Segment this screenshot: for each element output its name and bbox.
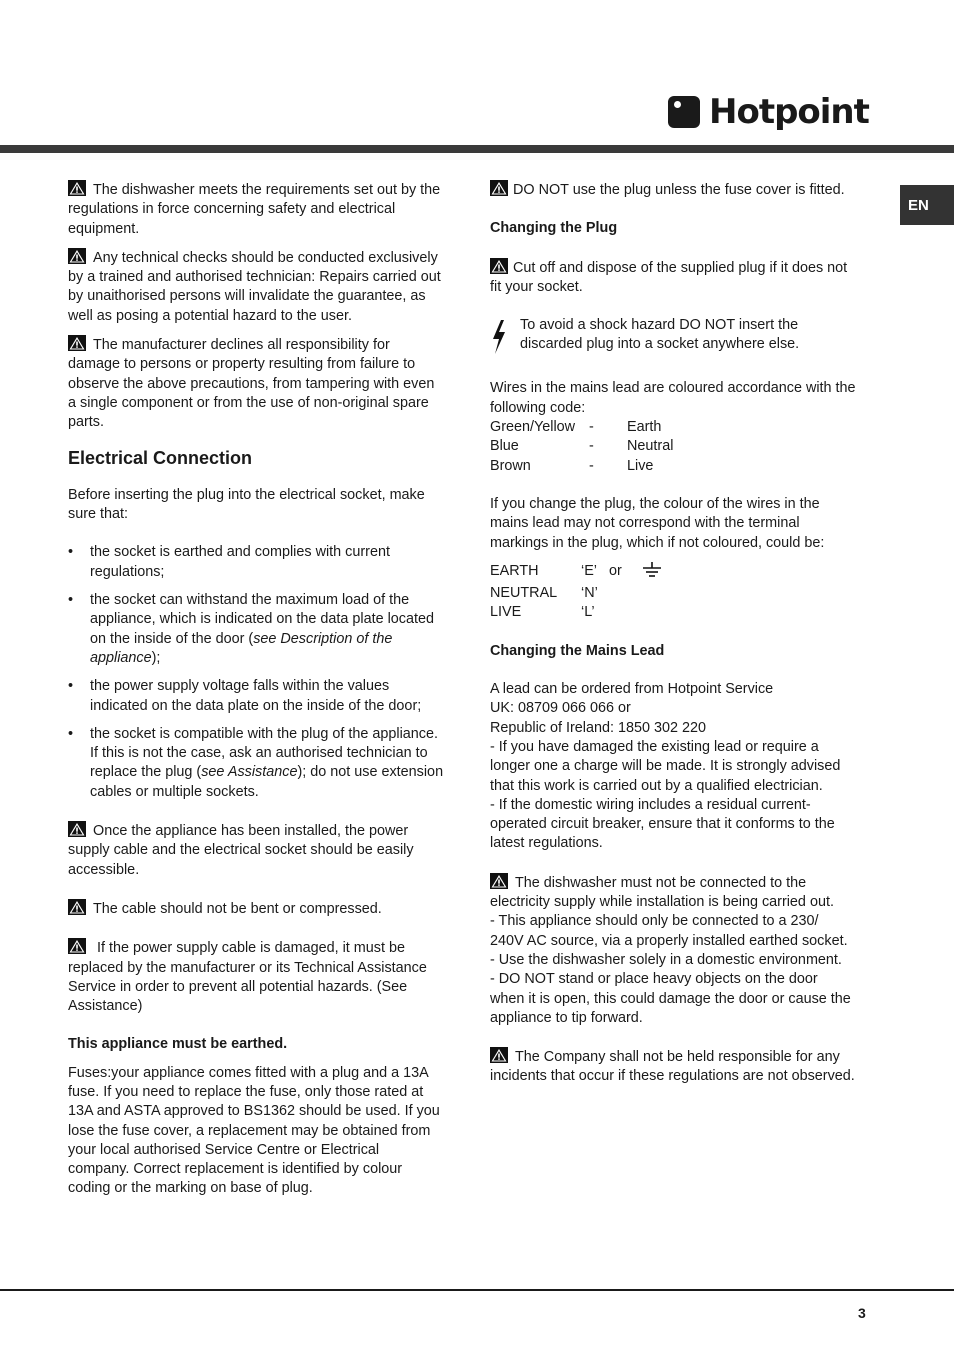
note-text: - This appliance should only be connected to a 230/ 240V AC source, via a properly installed earthed socket. <box>490 913 848 949</box>
warning-paragraph: The dishwasher must not be connected to the electricity supply while installation is being carried out. <box>490 874 834 911</box>
warning-icon <box>68 938 86 954</box>
warning-paragraph: Cut off and dispose of the supplied plug if it does not fit your socket. <box>490 259 848 295</box>
hotpoint-logo-mark <box>668 96 700 128</box>
wire-colour-table <box>490 418 856 476</box>
warning-paragraph: If the power supply cable is damaged, it must be replaced by the manufacturer or its Technical Assistance Service in order to prevent all potential hazards. (See Assistance) <box>68 940 427 1015</box>
changing-plug-heading: Changing the Plug <box>490 220 618 237</box>
warning-icon <box>490 873 508 889</box>
lightning-bolt-icon <box>490 316 520 360</box>
warning-icon <box>490 180 508 196</box>
warning-paragraph: The dishwasher meets the requirements set out by the regulations in force concerning safety and electrical equipment. <box>68 182 441 237</box>
list-item: • the socket is compatible with the plug of the appliance. If this is not the case, ask an authorised technician to replace the plug (see Assistance); do not use extension cables or multiple sockets. <box>68 725 444 802</box>
table-row: Brown - Live <box>490 457 654 474</box>
warning-icon <box>490 1047 508 1063</box>
warning-icon <box>68 180 86 196</box>
change-plug-paragraph: If you change the plug, the colour of the wires in the mains lead may not correspond with the terminal markings in the plug, which if not coloured, could be: <box>490 495 825 551</box>
footer-rule <box>0 1289 954 1291</box>
terminal-markings <box>490 562 856 623</box>
note-text: - DO NOT stand or place heavy objects on the door when it is open, this could damage the door or cause the appliance to tip forward. <box>490 971 851 1026</box>
earthed-heading: This appliance must be earthed. <box>68 1036 288 1053</box>
warning-icon <box>490 258 508 274</box>
changing-lead-heading: Changing the Mains Lead <box>490 642 665 659</box>
lead-text: - If you have damaged the existing lead or require a longer one a charge will be made. It is strongly advised that this work is carried out by a qualified electrician. <box>490 738 841 794</box>
left-column <box>68 180 444 1199</box>
warning-paragraph: The manufacturer declines all responsibility for damage to persons or property resulting from failure to observe the above precautions, from tampering with even a single component or from the use of non-original spare parts. <box>68 337 435 431</box>
lead-text: - If the domestic wiring includes a residual current-operated circuit breaker, ensure that it conforms to the latest regulations. <box>490 796 835 852</box>
note-text: - Use the dishwasher solely in a domestic environment. <box>490 951 842 968</box>
right-column <box>490 180 856 1087</box>
earth-symbol-icon <box>642 562 662 584</box>
section-heading: Electrical Connection <box>68 447 253 468</box>
brand-name: Hotpoint <box>709 92 869 132</box>
table-row: LIVE ‘L’ <box>490 604 595 621</box>
intro-paragraph: Before inserting the plug into the electrical socket, make sure that: <box>68 486 425 523</box>
warning-icon <box>68 899 86 915</box>
table-row: Green/Yellow - Earth <box>490 419 662 436</box>
lead-text: A lead can be ordered from Hotpoint Service <box>490 681 774 698</box>
warning-paragraph: Once the appliance has been installed, the power supply cable and the electrical socket should be easily accessible. <box>68 823 414 878</box>
wires-intro: Wires in the mains lead are coloured accordance with the following code: <box>490 380 856 416</box>
warning-icon <box>68 248 86 264</box>
language-tab: EN <box>900 185 954 225</box>
warning-icon <box>68 821 86 837</box>
warning-icon <box>68 335 86 351</box>
shock-warning: To avoid a shock hazard DO NOT insert the discarded plug into a socket anywhere else. <box>490 316 856 360</box>
table-row: NEUTRAL ‘N’ <box>490 585 598 602</box>
fuses-paragraph: Fuses:your appliance comes fitted with a plug and a 13A fuse. If you need to replace the fuse, only those rated at 13A and ASTA approved to BS1362 should be used. If you lose the fuse cover, a replacement may be obtained from your local authorised Service Centre or Electrical company. Correct replacement is identified by colour coding or the marking on base of plug. <box>68 1064 440 1197</box>
header-rule <box>0 145 954 153</box>
list-item: • the power supply voltage falls within the values indicated on the data plate on the inside of the door; <box>68 677 444 716</box>
warning-paragraph: The cable should not be bent or compressed. <box>68 899 444 919</box>
requirements-list <box>68 543 444 802</box>
page-number: 3 <box>858 1305 866 1321</box>
list-item: • the socket can withstand the maximum load of the appliance, which is indicated on the data plate located on the inside of the door (see Description of the appliance); <box>68 591 444 668</box>
table-row: EARTH ‘E’ or <box>490 562 856 584</box>
warning-paragraph: Any technical checks should be conducted exclusively by a trained and authorised technician: Repairs carried out by unaithorised persons will invalidate the guarantee, as well as posing a potential hazard to the user. <box>68 249 441 324</box>
hotpoint-logo <box>668 90 869 134</box>
lead-text: UK: 08709 066 066 or <box>490 700 631 717</box>
warning-paragraph: DO NOT use the plug unless the fuse cover is fitted. <box>490 180 856 200</box>
warning-paragraph: The Company shall not be held responsible for any incidents that occur if these regulations are not observed. <box>490 1049 855 1085</box>
list-item: • the socket is earthed and complies with current regulations; <box>68 543 444 582</box>
table-row: Blue - Neutral <box>490 438 674 455</box>
lead-text: Republic of Ireland: 1850 302 220 <box>490 719 707 736</box>
